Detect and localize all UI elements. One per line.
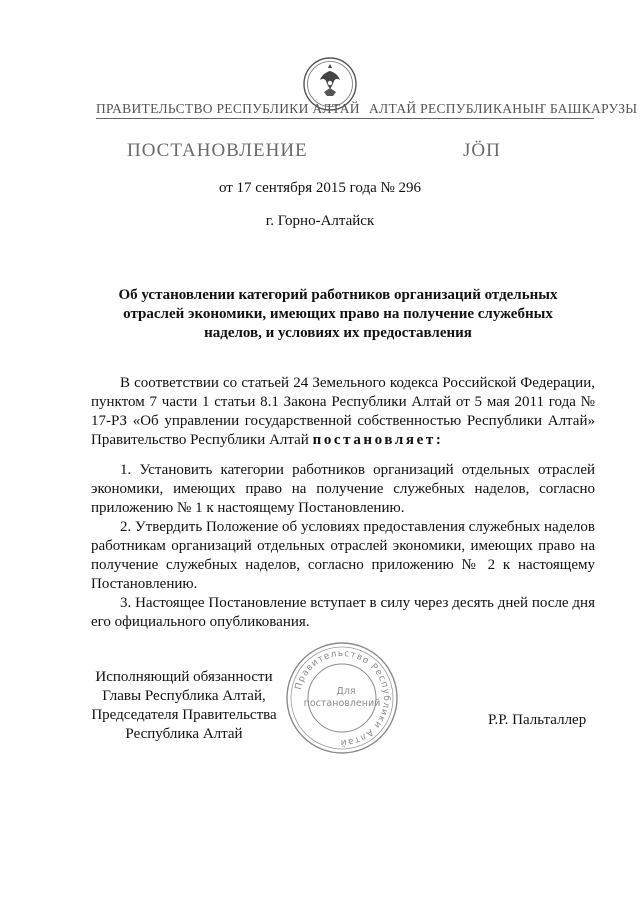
resolves-word: постановляет: <box>312 432 444 448</box>
official-seal-stamp <box>284 640 400 756</box>
header-right-text: АЛТАЙ РЕСПУБЛИКАНЫҤ БАШКАРУЗЫ <box>369 101 638 116</box>
signatory-position-line: Председателя Правительства <box>91 707 277 723</box>
list-item: 1. Установить категории работников организаций отдельных отраслей экономики, имеющих право на получение служебных наделов, согласно приложению № 1 к настоящему Постановлению. <box>91 462 595 516</box>
list-item: 3. Настоящее Постановление вступает в силу через десять дней после дня его официального опубликования. <box>91 595 595 630</box>
city-line: г. Горно-Алтайск <box>265 213 375 229</box>
signatory-position-line: Республика Алтай <box>125 726 243 742</box>
signatory-position-line: Главы Республика Алтай, <box>102 688 266 704</box>
doc-type-ru: ПОСТАНОВЛЕНИЕ <box>127 140 308 161</box>
seal-center-line1: Для <box>336 686 356 697</box>
header-left-text: ПРАВИТЕЛЬСТВО РЕСПУБЛИКИ АЛТАЙ <box>96 101 360 116</box>
intro-text: В соответствии со статьей 24 Земельного кодекса Российской Федерации, пунктом 7 части 1 статьи 8.1 Закона Республики Алтай от 5 мая 2011 года № 17-РЗ «Об управлении государственной собственностью Республики Алтай» Правительство Республики Алтай <box>91 375 595 448</box>
document-title: Об установлении категорий работников организаций отдельных отраслей экономики, имеющих право на получение служебных наделов, и условиях их предоставления <box>118 287 558 341</box>
signatory-name: Р.Р. Пальталлер <box>488 712 587 728</box>
items-list <box>91 461 595 632</box>
signatory-position-line: Исполняющий обязанности <box>95 669 273 685</box>
intro-paragraph <box>91 374 595 450</box>
list-item: 2. Утвердить Положение об условиях предоставления служебных наделов работникам организаций отдельных отраслей экономики, имеющих право на получение служебных наделов, согласно приложению № 2 к настоящему Постановлению. <box>91 519 595 592</box>
doc-type-alt: ЈӦП <box>463 140 501 161</box>
seal-ring-text: Правительство Республики Алтай <box>293 648 392 748</box>
seal-center-line2: постановлений <box>303 698 381 709</box>
signatory-position <box>88 668 280 744</box>
header-divider <box>96 118 594 119</box>
date-line: от 17 сентября 2015 года № 296 <box>218 180 422 196</box>
